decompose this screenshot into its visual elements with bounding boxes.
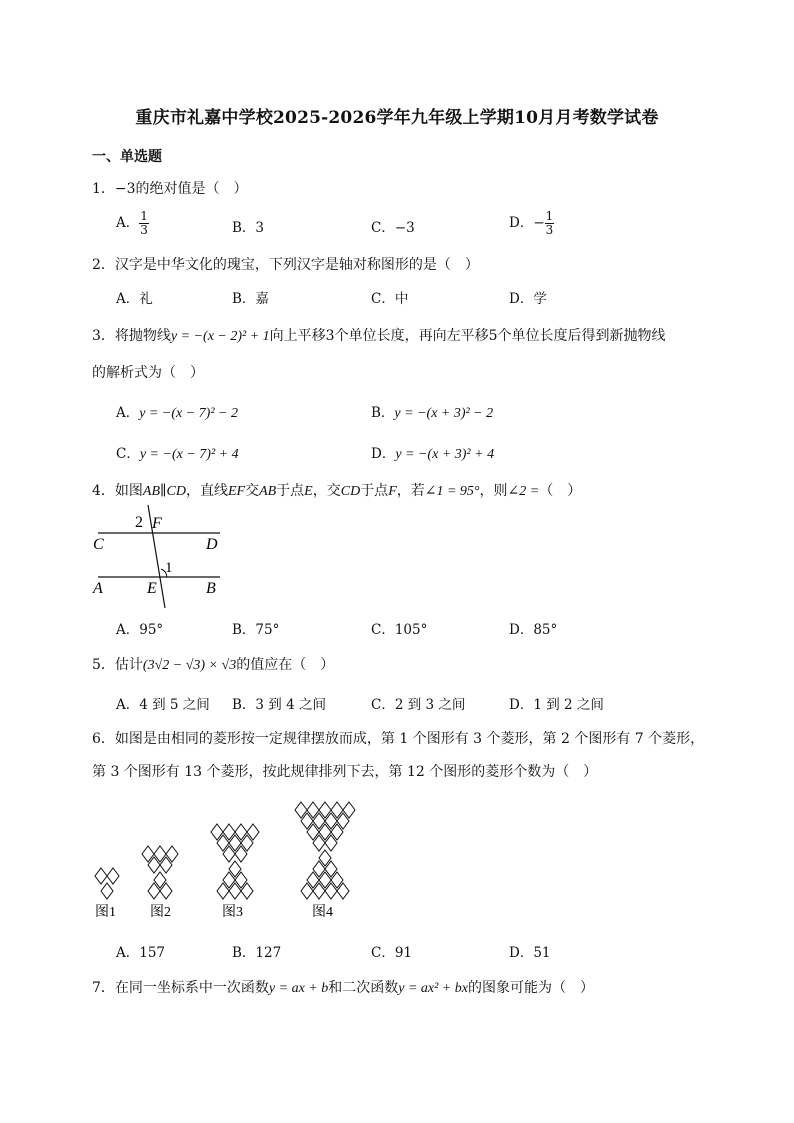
stem-text: ，若 — [396, 483, 425, 499]
option-b[interactable]: B．3 到 4 之间 — [232, 697, 326, 713]
option-c[interactable]: C．中 — [371, 291, 409, 307]
rhombus-shape — [107, 868, 119, 884]
option-a[interactable]: A．4 到 5 之间 — [116, 697, 210, 713]
stem-text: 交 — [245, 483, 260, 499]
option-a[interactable] — [116, 210, 149, 237]
fraction-numerator: 1 — [140, 209, 148, 223]
formula: ∠1 = 95° — [424, 484, 480, 499]
formula: EF — [227, 484, 246, 499]
question-6-stem: 6．如图是由相同的菱形按一定规律摆放而成，第 1 个图形有 3 个菱形，第 2 个图形有 7 个菱形， — [92, 731, 705, 747]
option-b[interactable]: B．75° — [232, 622, 280, 638]
option-d[interactable]: D．85° — [509, 622, 558, 638]
option-label: D． — [371, 446, 396, 462]
option-b[interactable] — [371, 401, 493, 422]
formula: y = ax² + bx — [398, 981, 468, 996]
option-label: D．− — [509, 215, 545, 231]
stem-text: 3．将抛物线 — [92, 328, 171, 344]
stem-text: 的值应在（ ） — [236, 657, 335, 673]
option-c[interactable]: C．2 到 3 之间 — [371, 697, 466, 713]
question-3-stem-line2: 的解析式为（ ） — [92, 365, 204, 381]
figure-caption: 图1 — [95, 905, 116, 920]
question-3-options-row1 — [116, 401, 716, 425]
question-6-options — [116, 941, 716, 965]
option-b[interactable]: B．3 — [232, 220, 265, 236]
formula: AB — [259, 484, 277, 499]
option-d[interactable]: D．学 — [509, 291, 547, 307]
option-label: C． — [116, 446, 140, 462]
option-c[interactable]: C．91 — [371, 945, 413, 961]
question-1-stem: 1．−3的绝对值是（ ） — [92, 181, 248, 197]
parallel-lines-figure — [88, 500, 238, 612]
stem-text: 和二次函数 — [328, 980, 399, 996]
question-5-options — [116, 693, 716, 717]
question-1-options — [116, 209, 716, 237]
question-3-options-row2 — [116, 442, 716, 466]
stem-text: ，则 — [479, 483, 508, 499]
formula: y = ax + b — [268, 981, 329, 996]
stem-text: 7．在同一坐标系中一次函数 — [92, 980, 269, 996]
formula: AB∥CD — [142, 484, 186, 499]
figure-label: E — [147, 580, 157, 597]
stem-text: ，直线 — [185, 483, 228, 499]
formula: y = −(x − 7)² + 4 — [139, 447, 239, 462]
stem-text: 4．如图 — [92, 483, 143, 499]
question-6-stem-line2: 第 3 个图形有 13 个菱形，按此规律排列下去，第 12 个图形的菱形个数为（ ） — [92, 764, 598, 780]
fraction-numerator: 1 — [545, 209, 554, 223]
stem-text: 5．估计 — [92, 657, 143, 673]
option-a[interactable] — [116, 401, 238, 422]
option-b[interactable]: B．127 — [232, 945, 282, 961]
stem-text: 向上平移3个单位长度，再向左平移5个单位长度后得到新抛物线 — [269, 328, 666, 344]
option-d[interactable] — [509, 210, 554, 237]
fraction-denominator: 3 — [545, 223, 554, 237]
figure-label: B — [206, 580, 216, 597]
question-2-options — [116, 287, 716, 311]
section-heading: 一、单选题 — [92, 149, 162, 165]
option-label: A． — [116, 215, 140, 231]
rhombus-shape — [95, 868, 107, 884]
formula: F — [388, 484, 397, 499]
option-c[interactable]: C．105° — [371, 622, 428, 638]
figure-caption: 图2 — [150, 905, 171, 920]
question-7-stem — [92, 977, 594, 997]
stem-text: 的图象可能为（ ） — [467, 980, 594, 996]
formula: y = −(x − 7)² − 2 — [139, 406, 238, 421]
option-d[interactable]: D．1 到 2 之间 — [509, 697, 604, 713]
stem-text: 于点 — [360, 483, 389, 499]
formula: y = −(x + 3)² + 4 — [395, 447, 495, 462]
question-2-stem: 2．汉字是中华文化的瑰宝，下列汉字是轴对称图形的是（ ） — [92, 257, 479, 273]
question-5-stem — [92, 654, 334, 674]
figure-label: D — [206, 536, 218, 553]
formula: y = −(x − 2)² + 1 — [170, 329, 270, 344]
option-d[interactable]: D．51 — [509, 945, 551, 961]
option-b[interactable]: B．嘉 — [232, 291, 269, 307]
formula: ∠2 = — [507, 484, 540, 499]
stem-text: ，交 — [312, 483, 341, 499]
figure-label: A — [93, 580, 103, 597]
option-d[interactable] — [371, 442, 494, 463]
question-4-options — [116, 618, 716, 642]
option-a[interactable]: A．95° — [116, 622, 164, 638]
fraction — [545, 210, 555, 237]
stem-text: （ ） — [539, 483, 582, 499]
figure-label: F — [152, 515, 162, 532]
figure-label: 2 — [135, 514, 143, 531]
question-3-stem — [92, 325, 666, 345]
figure-label: C — [93, 536, 104, 553]
option-a[interactable]: A．157 — [116, 945, 166, 961]
page-title: 重庆市礼嘉中学校2025-2026学年九年级上学期10月月考数学试卷 — [135, 108, 659, 128]
question-4-stem — [92, 480, 581, 500]
option-label: B． — [371, 405, 395, 421]
formula: y = −(x + 3)² − 2 — [394, 406, 494, 421]
fraction-denominator: 3 — [140, 223, 148, 237]
rhombus-pattern-figure — [88, 790, 378, 925]
option-c[interactable] — [116, 442, 239, 463]
formula: CD — [340, 484, 361, 499]
figure-label: 1 — [165, 560, 173, 576]
figure-caption: 图4 — [312, 905, 333, 920]
figure-caption: 图3 — [222, 905, 243, 920]
rhombus-shape — [101, 883, 113, 899]
rhombus-group — [95, 802, 355, 899]
formula: (3√2 − √3) × √3 — [142, 658, 237, 673]
formula: E — [304, 484, 313, 499]
option-label: A． — [116, 405, 140, 421]
fraction — [139, 210, 149, 237]
stem-text: 于点 — [276, 483, 305, 499]
option-c[interactable]: C．−3 — [371, 220, 415, 236]
option-a[interactable]: A．礼 — [116, 291, 153, 307]
